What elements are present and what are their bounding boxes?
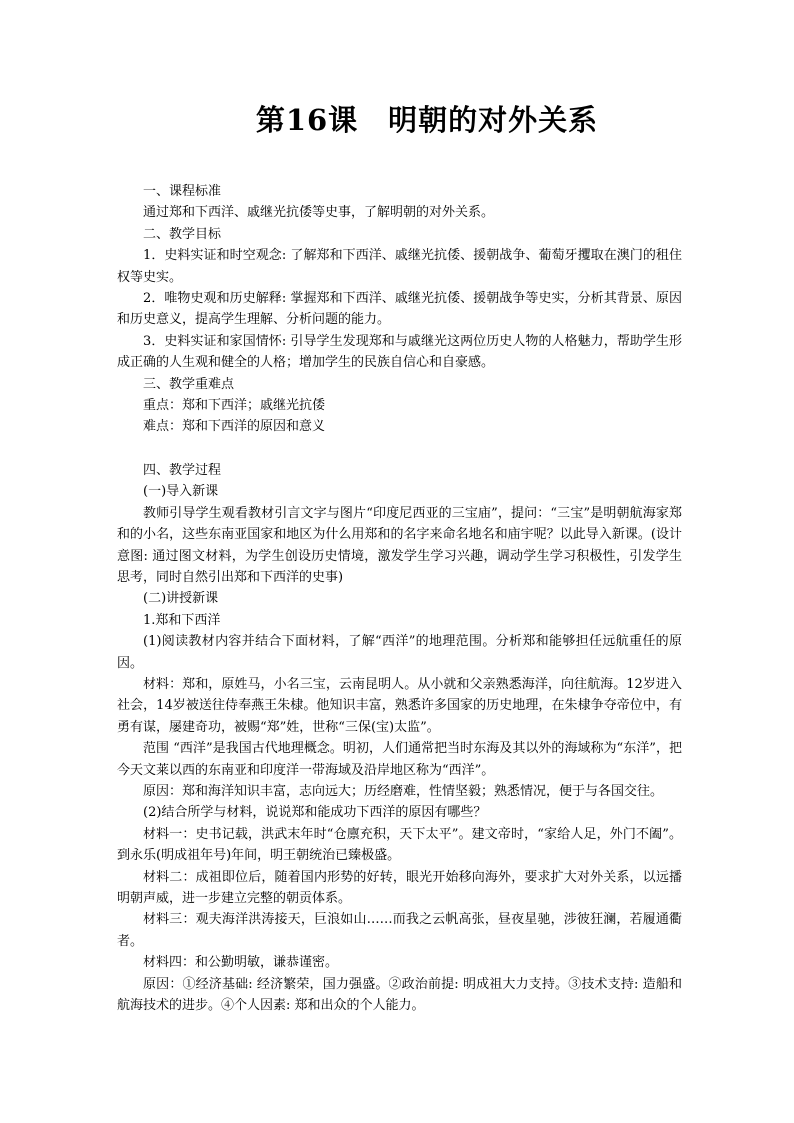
section-heading-keypoints: 三、教学重难点 xyxy=(143,376,235,392)
material: 材料一：史书记载，洪武末年时“仓廪充积，天下太平”。建文帝时，“家给人足，外门不阖”。到永乐(明成祖年号)年间，明王朝统治已臻极盛。 xyxy=(117,826,682,864)
subsection-heading: (一)导入新课 xyxy=(143,484,219,500)
document-body xyxy=(117,181,682,1016)
paragraph: 原因：郑和海洋知识丰富，志向远大；历经磨难，性情坚毅；熟悉情况，便于与各国交往。 xyxy=(143,783,664,799)
page-title xyxy=(0,98,794,139)
question: (1)阅读教材内容并结合下面材料，了解“西洋”的地理范围。分析郑和能够担任远航重任的原因。 xyxy=(117,634,682,671)
topic-heading: 1.郑和下西洋 xyxy=(143,612,221,628)
key-point: 重点：郑和下西洋；戚继光抗倭 xyxy=(143,398,326,414)
paragraph: 原因：①经济基础: 经济繁荣，国力强盛。②政治前提: 明成祖大力支持。③技术支持: 造船和航海技术的进步。④个人因素: 郑和出众的个人能力。 xyxy=(117,976,682,1014)
section-heading-standard: 一、课程标准 xyxy=(143,184,222,199)
paragraph: 教师引导学生观看教材引言文字与图片“印度尼西亚的三宝庙”，提问：“三宝”是明朝航海家郑和的小名，这些东南亚国家和地区为什么用郑和的名字来命名地名和庙宇呢？以此导入新课。(设计意图: 通过图文材料，为学生创设历史情境，激发学生学习兴趣，调动学生学习积极性，引发学生思考，同时自然引出郑和下西洋的史事) xyxy=(117,505,682,585)
section-heading-goals: 二、教学目标 xyxy=(143,226,222,242)
section-heading-process: 四、教学过程 xyxy=(143,462,222,478)
paragraph: 通过郑和下西洋、戚继光抗倭等史事，了解明朝的对外关系。 xyxy=(143,205,495,221)
goal-item: 1．史料实证和时空观念: 了解郑和下西洋、戚继光抗倭、援朝战争、葡萄牙攫取在澳门的租住权等史实。 xyxy=(117,248,682,285)
question: (2)结合所学与材料，说说郑和能成功下西洋的原因有哪些？ xyxy=(143,805,487,821)
material: 材料四：和公勤明敏，谦恭谨密。 xyxy=(143,955,339,971)
material: 材料二：成祖即位后，随着国内形势的好转，眼光开始移向海外，要求扩大对外关系，以远播明朝声威，进一步建立完整的朝贡体系。 xyxy=(117,869,682,906)
goal-item: 2．唯物史观和历史解释: 掌握郑和下西洋、戚继光抗倭、援朝战争等史实，分析其背景、原因和历史意义，提高学生理解、分析问题的能力。 xyxy=(117,291,682,328)
blank-line xyxy=(117,438,682,460)
paragraph: 范围 “西洋”是我国古代地理概念。明初，人们通常把当时东海及其以外的海域称为“东洋”，把今天文莱以西的东南亚和印度洋一带海域及沿岸地区称为“西洋”。 xyxy=(117,741,682,778)
lesson-number: 第16课 xyxy=(255,103,359,137)
subsection-heading: (二)讲授新课 xyxy=(143,591,219,607)
lesson-name: 明朝的对外关系 xyxy=(388,103,599,137)
material: 材料：郑和，原姓马，小名三宝，云南昆明人。从小就和父亲熟悉海洋，向往航海。12岁进入社会，14岁被送往侍奉燕王朱棣。他知识丰富，熟悉许多国家的历史地理，在朱棣争夺帝位中，有勇有谋，屡建奇功，被赐“郑”姓，世称“三保(宝)太监”。 xyxy=(117,676,682,735)
difficult-point: 难点：郑和下西洋的原因和意义 xyxy=(143,419,326,435)
material: 材料三：观夫海洋洪涛接天，巨浪如山……而我之云帆高张，昼夜星驰，涉彼狂澜，若履通衢者。 xyxy=(117,912,682,949)
goal-item: 3．史料实证和家国情怀: 引导学生发现郑和与戚继光这两位历史人物的人格魅力，帮助学生形成正确的人生观和健全的人格；增加学生的民族自信心和自豪感。 xyxy=(117,333,682,371)
